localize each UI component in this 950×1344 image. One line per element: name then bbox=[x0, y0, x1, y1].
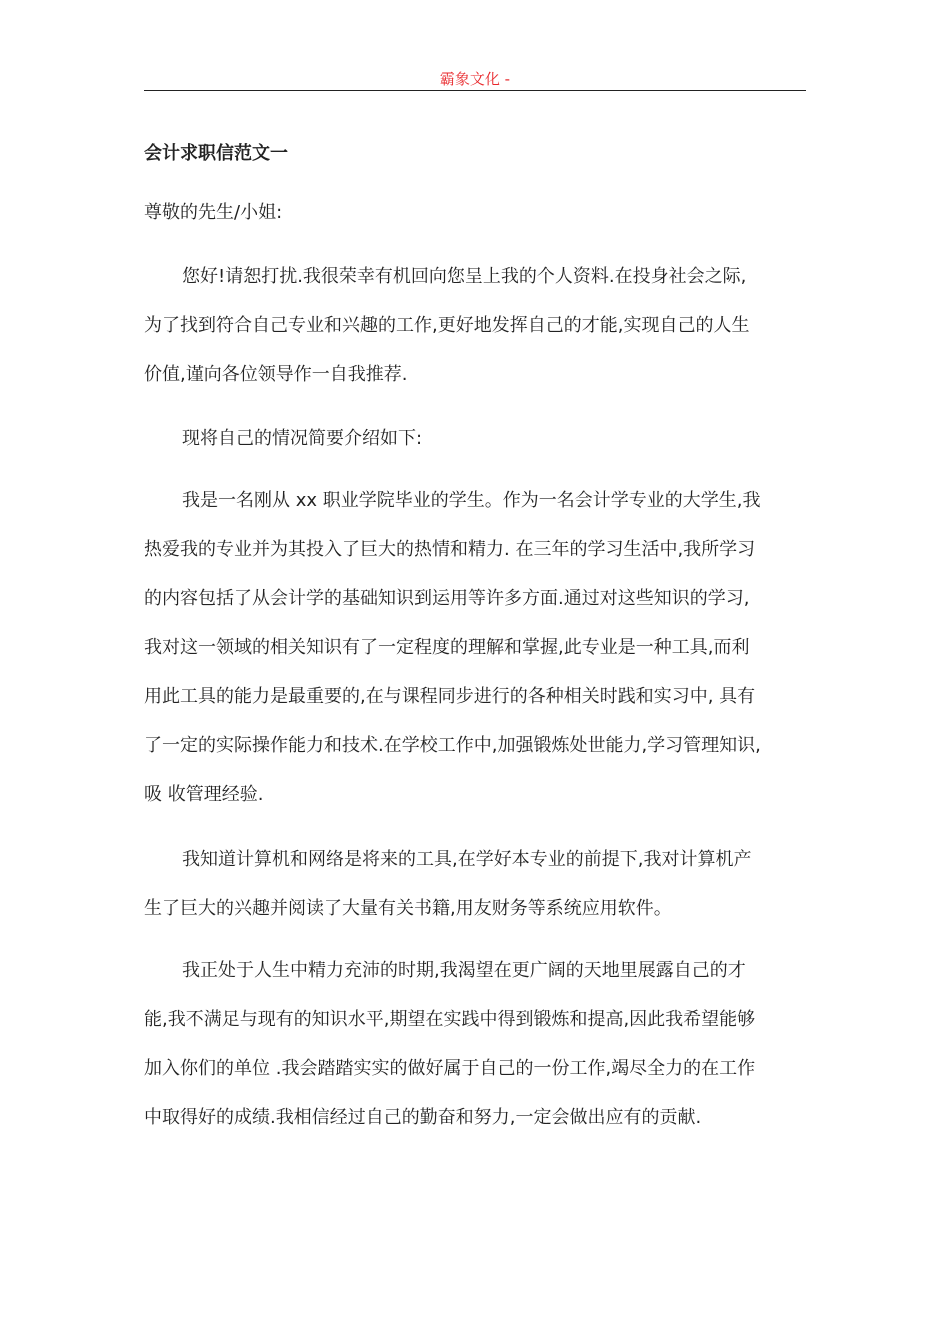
paragraph-line: 热爱我的专业并为其投入了巨大的热情和精力. 在三年的学习生活中,我所学习 bbox=[144, 539, 756, 560]
paragraph-line: 吸 收管理经验. bbox=[144, 784, 264, 805]
paragraph-line: 我对这一领域的相关知识有了一定程度的理解和掌握,此专业是一种工具,而利 bbox=[144, 637, 750, 658]
paragraph-line: 加入你们的单位 .我会踏踏实实的做好属于自己的一份工作,竭尽全力的在工作 bbox=[144, 1058, 756, 1079]
paragraph-line: 了一定的实际操作能力和技术.在学校工作中,加强锻炼处世能力,学习管理知识, bbox=[144, 735, 761, 756]
paragraph-line: 用此工具的能力是最重要的,在与课程同步进行的各种相关时践和实习中, 具有 bbox=[144, 686, 756, 707]
paragraph-computer-skills bbox=[144, 835, 806, 933]
paragraph-line: 我正处于人生中精力充沛的时期,我渴望在更广阔的天地里展露自己的才 bbox=[182, 960, 746, 981]
paragraph-line: 能,我不满足与现有的知识水平,期望在实践中得到锻炼和提高,因此我希望能够 bbox=[144, 1009, 756, 1030]
paragraph-line: 我知道计算机和网络是将来的工具,在学好本专业的前提下,我对计算机产 bbox=[182, 849, 752, 870]
paragraph-education bbox=[144, 476, 806, 819]
header-divider bbox=[144, 90, 806, 91]
paragraph-introduction bbox=[144, 252, 806, 399]
paragraph-line: 生了巨大的兴趣并阅读了大量有关书籍,用友财务等系统应用软件。 bbox=[144, 898, 672, 919]
paragraph-lead-in bbox=[144, 414, 806, 463]
document-title: 会计求职信范文一 bbox=[144, 143, 288, 164]
paragraph-line: 的内容包括了从会计学的基础知识到运用等许多方面.通过对这些知识的学习, bbox=[144, 588, 750, 609]
paragraph-line: 为了找到符合自己专业和兴趣的工作,更好地发挥自己的才能,实现自己的人生 bbox=[144, 315, 750, 336]
paragraph-line: 现将自己的情况简要介绍如下: bbox=[182, 428, 423, 449]
paragraph-line: 中取得好的成绩.我相信经过自己的勤奋和努力,一定会做出应有的贡献. bbox=[144, 1107, 702, 1128]
page-header: 霸象文化 - bbox=[439, 70, 511, 88]
paragraph-line: 我是一名刚从 xx 职业学院毕业的学生。作为一名会计学专业的大学生,我 bbox=[182, 490, 761, 511]
paragraph-closing bbox=[144, 946, 806, 1142]
salutation: 尊敬的先生/小姐: bbox=[144, 202, 283, 223]
paragraph-line: 价值,谨向各位领导作一自我推荐. bbox=[144, 364, 408, 385]
paragraph-line: 您好!请恕打扰.我很荣幸有机回向您呈上我的个人资料.在投身社会之际, bbox=[182, 266, 747, 287]
